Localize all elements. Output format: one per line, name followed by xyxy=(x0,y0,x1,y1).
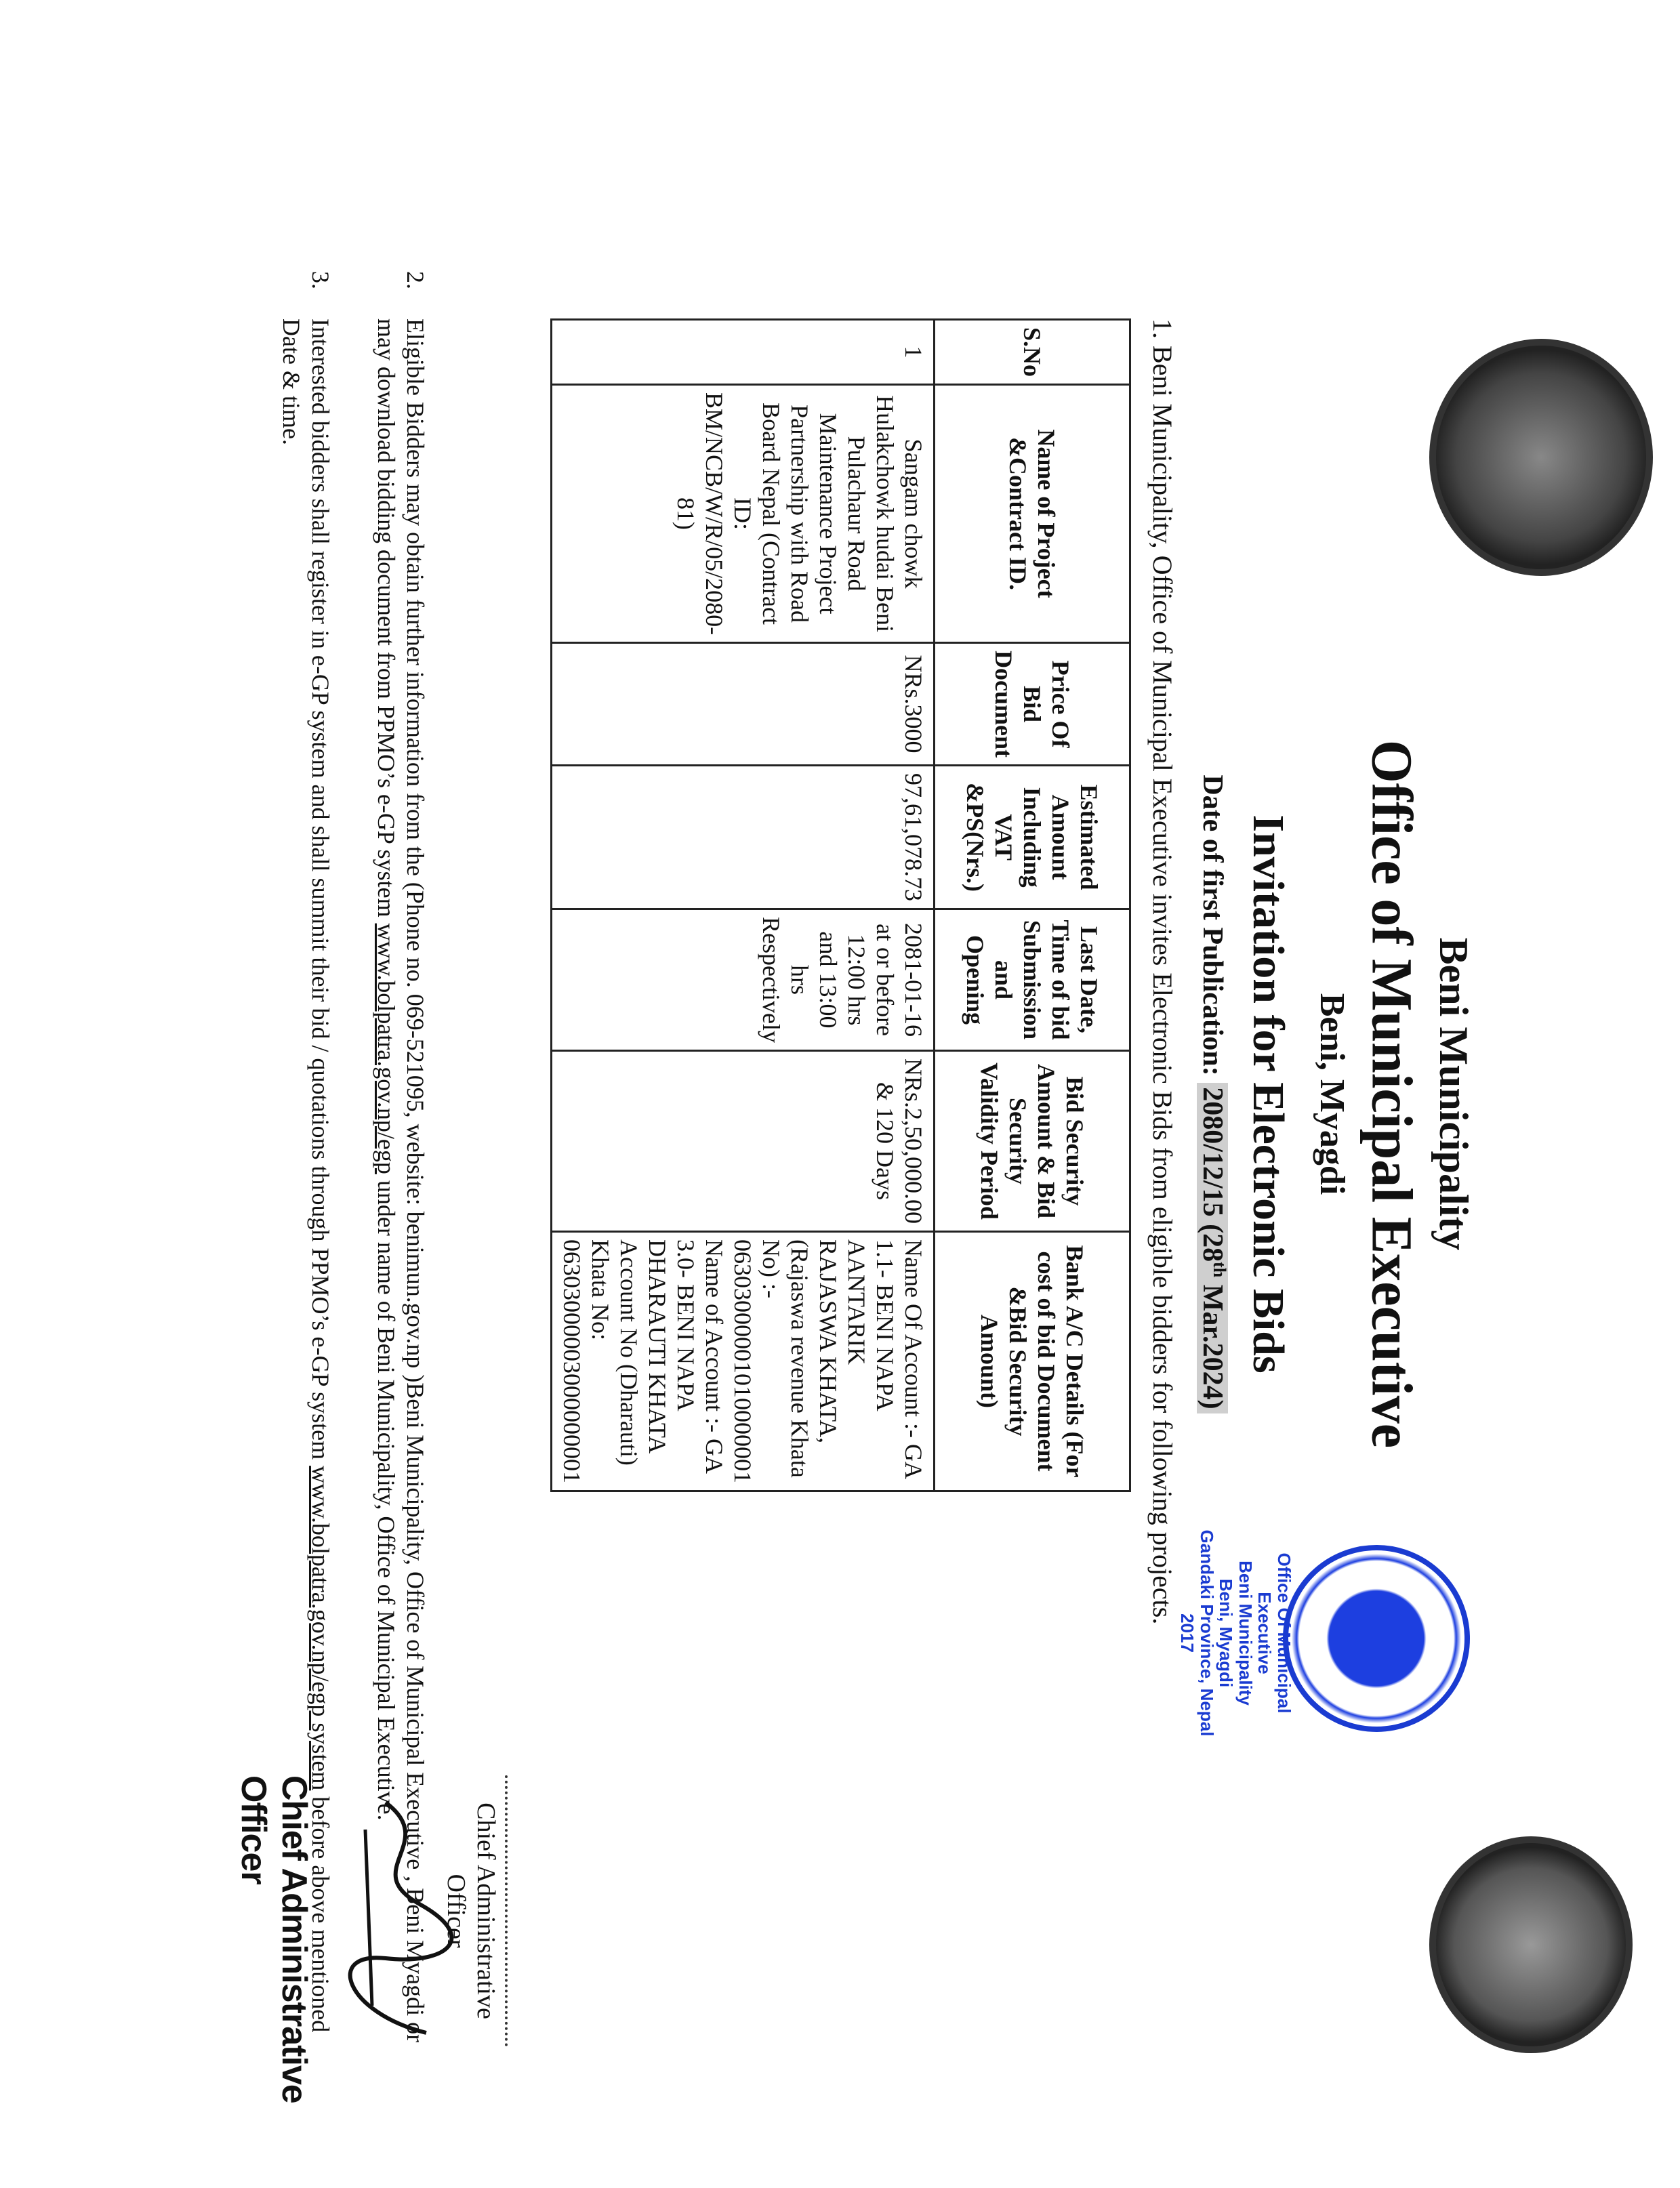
column-header: Bid Security Amount & Bid Security Validity Period xyxy=(935,1051,1130,1232)
note-3-text: Interested bidders shall register in e-GP system and shall summit their bid / quotations through PPMO’s e-GP system xyxy=(307,318,334,1466)
stamp-line-1: Office Of Municipal Executive xyxy=(1254,1552,1294,1714)
cell-price: NRs.3000 xyxy=(552,643,935,766)
note-number: 3. xyxy=(307,271,334,289)
column-header: S.No xyxy=(935,320,1130,385)
note-2-text-tail: under name of Beni Municipality, Office of Municipal Executive. xyxy=(372,1174,400,1821)
bid-table xyxy=(550,318,1131,1492)
stamp-line-4: Gandaki Province, Nepal xyxy=(1196,1529,1217,1737)
column-header: Bank A/C Details (For cost of bid Document &Bid Security Amount) xyxy=(935,1232,1130,1491)
signature-line xyxy=(505,1775,508,2046)
intro-paragraph: 1. Beni Municipality, Office of Municipal Executive invites Electronic Bids from eligible bidders for following projects. xyxy=(1147,318,1178,1625)
place-name: Beni, Myagdi xyxy=(1313,993,1351,1195)
table-header-row xyxy=(935,320,1130,1491)
cell-sno: 1 xyxy=(552,320,935,385)
date-superscript: th xyxy=(1210,1262,1229,1278)
office-name: Office of Municipal Executive xyxy=(1359,739,1425,1449)
cell-estimate: 97,61,078.73 xyxy=(552,766,935,909)
note-2-text: Eligible Bidders may obtain further information from the (Phone no. 069-521095, website: benimun.gov.np )Beni Municipality, Office of Municipal Executive , Beni Myagdi or may download bidding document from PPMO’s e-GP system xyxy=(372,318,429,2043)
table-row xyxy=(552,320,935,1491)
column-header: Last Date, Time of bid Submission and Opening xyxy=(935,909,1130,1051)
note-3-text-tail: before above mentioned Date & time. xyxy=(277,318,334,2033)
cell-deadline: 2081-01-16 at or before 12:00 hrs and 13:00 hrs Respectively xyxy=(552,909,935,1051)
office-stamp xyxy=(1283,1545,1470,1732)
designation-stamp: Chief Administrative Officer xyxy=(234,1775,314,2103)
stamp-line-3: Beni, Myagdi xyxy=(1216,1578,1237,1688)
publication-date xyxy=(1196,0,1229,2188)
cell-bank: Name Of Account :- GA 1.1- BENI NAPA AANTARIK RAJASWA KHATA, (Rajaswa revenue Khata No) :- 06303000001010000001 Name of Account :- GA 3.0- BENI NAPA DHARAUTI KHATA Account No (Dharauti) Khata No: 06303000003000000001 xyxy=(552,1232,935,1491)
column-header: Estimated Amount Including VAT &PS(Nrs.) xyxy=(935,766,1130,909)
column-header: Price Of Bid Document xyxy=(935,643,1130,766)
column-header: Name of Project &Contract ID. xyxy=(935,385,1130,643)
cell-security: NRs.2,50,000.00 & 120 Days xyxy=(552,1051,935,1232)
date-label: Date of first Publication: xyxy=(1197,775,1228,1083)
egp-system-link[interactable]: www.bolpatra.gov.np/egp system xyxy=(307,1466,334,1791)
signatory-title: Chief Administrative Officer xyxy=(442,1802,500,2019)
stamp-line-2: Beni Municipality xyxy=(1235,1561,1256,1706)
date-value xyxy=(1197,1083,1228,1413)
notice-title: Invitation for Electronic Bids xyxy=(1244,814,1293,1374)
date-value-tail: Mar.2024) xyxy=(1197,1277,1228,1409)
egp-link[interactable]: www.bolpatra.gov.np/egp xyxy=(372,923,400,1174)
note-number: 2. xyxy=(402,271,429,289)
cell-project: Sangam chowk Hulakchowk hudai Beni Pulachaur Road Maintenance Project Partnership with Road Board Nepal (Contract ID: BM/NCB/W/R/05/2080-81) xyxy=(552,385,935,643)
office-stamp-text xyxy=(1177,1511,1294,1755)
stamp-line-5: 2017 xyxy=(1177,1613,1198,1653)
municipality-name: Beni Municipality xyxy=(1431,937,1476,1251)
signature-underline xyxy=(365,1830,372,2006)
date-value-main: 2080/12/15 (28 xyxy=(1197,1087,1228,1262)
